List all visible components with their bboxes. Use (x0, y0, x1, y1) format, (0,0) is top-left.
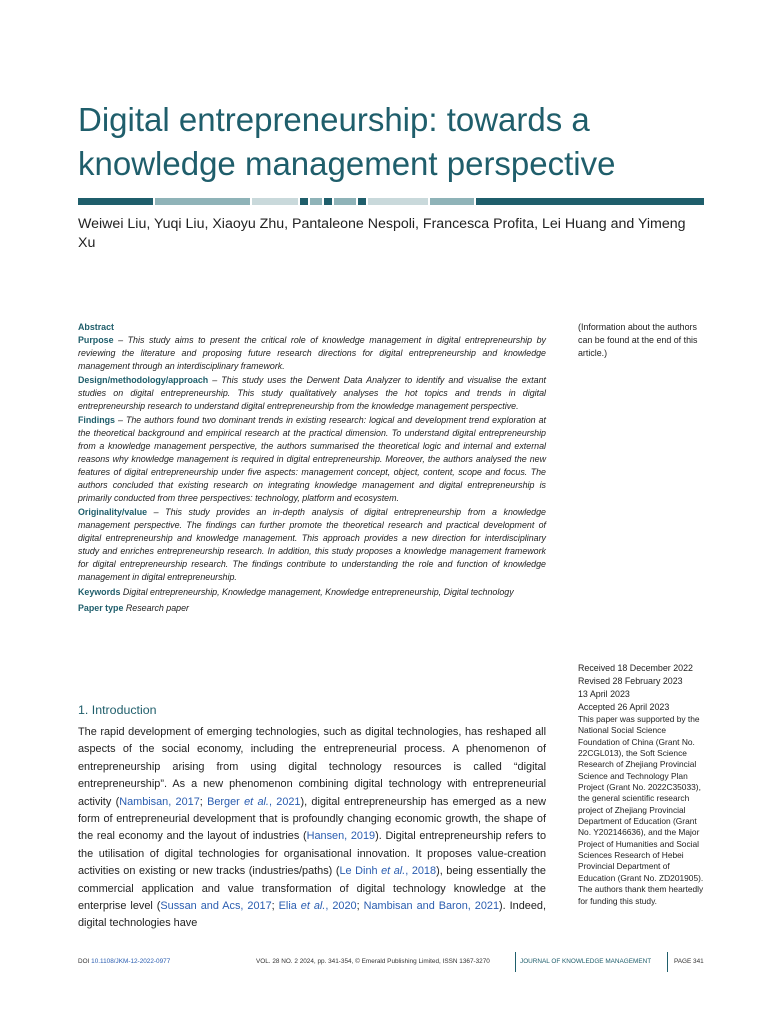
design-heading: Design/methodology/approach (78, 375, 209, 386)
citation-year: , 2021 (268, 795, 301, 808)
intro-separator: ; (199, 795, 208, 808)
abstract-heading: Abstract (78, 322, 115, 332)
abstract-purpose (78, 334, 546, 373)
keywords-text: Digital entrepreneurship, Knowledge management, Knowledge entrepreneurship, Digital technology (122, 586, 514, 597)
findings-heading: Findings (78, 415, 115, 426)
abstract-paper-type (78, 602, 546, 615)
abstract-originality (78, 506, 546, 583)
citation-link[interactable]: Sussan and Acs, 2017 (160, 900, 272, 913)
citation-etal: et al. (300, 900, 326, 913)
intro-separator: ; (271, 900, 279, 913)
doi-link[interactable]: 10.1108/JKM-12-2022-0977 (91, 958, 171, 965)
title-decorative-rule (78, 198, 704, 205)
intro-separator: ; (356, 900, 364, 913)
citation-year: , 2020 (325, 900, 357, 913)
purpose-text: – This study aims to present the critical role of knowledge management in digital entrepreneurship by reviewing the literature and proposing future research directions for digital entrepreneurship and knowledge management through an interdisciplinary framework. (78, 334, 546, 371)
article-history (578, 662, 708, 714)
citation-link[interactable]: Hansen, 2019 (306, 830, 376, 843)
design-text: – This study uses the Derwent Data Analyzer to identify and visualise the extant studies on digital entrepreneurship. This study qualitatively analyses the hot topics and trends in digital entrepreneurship research to understand digital entrepreneurship from the knowledge management perspective. (78, 375, 546, 411)
citation-etal: et al. (244, 795, 269, 808)
findings-text: – The authors found two dominant trends in existing research: logical and development trend exploration at the theoretical background and empirical research at the practical dimension. To understand digital entrepreneurship from a knowledge management perspective, the authors summarised the theoretical logic and internal and external reasons why knowledge management is required in digital entrepreneurship. Moreover, the authors analysed the new features of digital entrepreneurship under five aspects: management concept, object, content, scope and focus. The authors concluded that existing research on integrating knowledge management and digital entrepreneurship is primarily conducted from three perspectives: technology, platform and ecosystem. (78, 415, 546, 503)
originality-text: – This study provides an in-depth analysis of digital entrepreneurship from a knowledge management perspective. The findings can further promote the theoretical research and practical development of digital entrepreneurship and knowledge management. This approach provides a new direction for interdisciplinary study and enriches entrepreneurship research. In addition, this study proposes a knowledge management framework for digital entrepreneurship research. The findings contribute to understanding the role and function of knowledge management in digital entrepreneurship. (78, 507, 546, 582)
citation-author: Le Dinh (339, 865, 382, 878)
keywords-heading: Keywords (78, 586, 121, 597)
citation-link[interactable] (207, 796, 300, 808)
article-title: Digital entrepreneurship: towards a knowledge management perspective (78, 101, 616, 182)
intro-text: ), being essentially the commercial application and value transformation of digital technology knowledge at the enterprise level ( (78, 865, 546, 913)
accepted-date: Accepted 26 April 2023 (578, 701, 670, 712)
intro-text: ). Digital entrepreneurship refers to the utilisation of digital technologies for organisational innovation. It proposes value-creation activities on existing or new tracks (industries/paths) ( (78, 830, 547, 878)
intro-text: ). Indeed, digital technologies have (78, 900, 546, 930)
intro-text: The rapid development of emerging technologies, such as digital technologies, has reshaped all aspects of the social economy, including the entrepreneurial process. A phenomenon of entrepreneurship arising from using digital technology resources is called “digital entrepreneurship”. As a new phenomenon combining digital technology with entrepreneurial activity ( (78, 726, 546, 808)
revised-date-2: 13 April 2023 (578, 688, 630, 699)
citation-link[interactable]: Nambisan and Baron, 2021 (363, 900, 500, 913)
paper-type-heading: Paper type (78, 602, 124, 613)
footer-journal-name: JOURNAL OF KNOWLEDGE MANAGEMENT (520, 958, 652, 965)
received-date: Received 18 December 2022 (578, 663, 693, 673)
footer-divider (515, 952, 516, 972)
originality-heading: Originality/value (78, 507, 148, 518)
abstract-keywords (78, 586, 546, 599)
section-heading-introduction: 1. Introduction (78, 703, 157, 717)
citation-author: Elia (278, 900, 301, 913)
footer-doi (78, 958, 170, 965)
citation-link[interactable]: Nambisan, 2017 (119, 795, 200, 808)
funding-note: This paper was supported by the National Social Science Foundation of China (Grant No. 22CGL013), the Soft Science Research of Zhejiang Provincial Science and Technology Plan Project (Grant No. 2022C35033), the general scientific research project of Zhejiang Provincial Department of Education (Grant No. Y202146636), and the Major Project of Humanities and Social Sciences Research of Hebei Provincial Department of Education (Grant No. ZD201905). The authors thank them heartedly for funding this study. (578, 714, 704, 906)
revised-date: Revised 28 February 2023 (578, 675, 683, 686)
author-list: Weiwei Liu, Yuqi Liu, Xiaoyu Zhu, Pantaleone Nespoli, Francesca Profita, Lei Huang and Yimeng Xu (78, 216, 686, 251)
doi-label: DOI (78, 958, 92, 965)
citation-author: Berger (207, 795, 245, 808)
abstract-block (78, 321, 546, 616)
intro-text: ), digital entrepreneurship has emerged as a new form of entrepreneurial development that is profoundly changing economic growth, the shape of the real economy and the layout of industries ( (78, 795, 547, 843)
author-info-note: (Information about the authors can be found at the end of this article.) (578, 322, 698, 358)
citation-etal: et al. (381, 865, 406, 878)
purpose-heading: Purpose (78, 334, 114, 345)
abstract-findings (78, 414, 546, 504)
paper-type-text: Research paper (125, 602, 190, 613)
footer-citation: VOL. 28 NO. 2 2024, pp. 341-354, © Emerald Publishing Limited, ISSN 1367-3270 (256, 958, 490, 965)
footer-divider (667, 952, 668, 972)
introduction-paragraph (78, 724, 546, 933)
citation-link[interactable] (279, 900, 357, 912)
citation-year: , 2018 (405, 865, 437, 878)
abstract-design (78, 374, 546, 413)
footer-page-number: PAGE 341 (674, 958, 704, 965)
citation-link[interactable] (340, 865, 437, 877)
